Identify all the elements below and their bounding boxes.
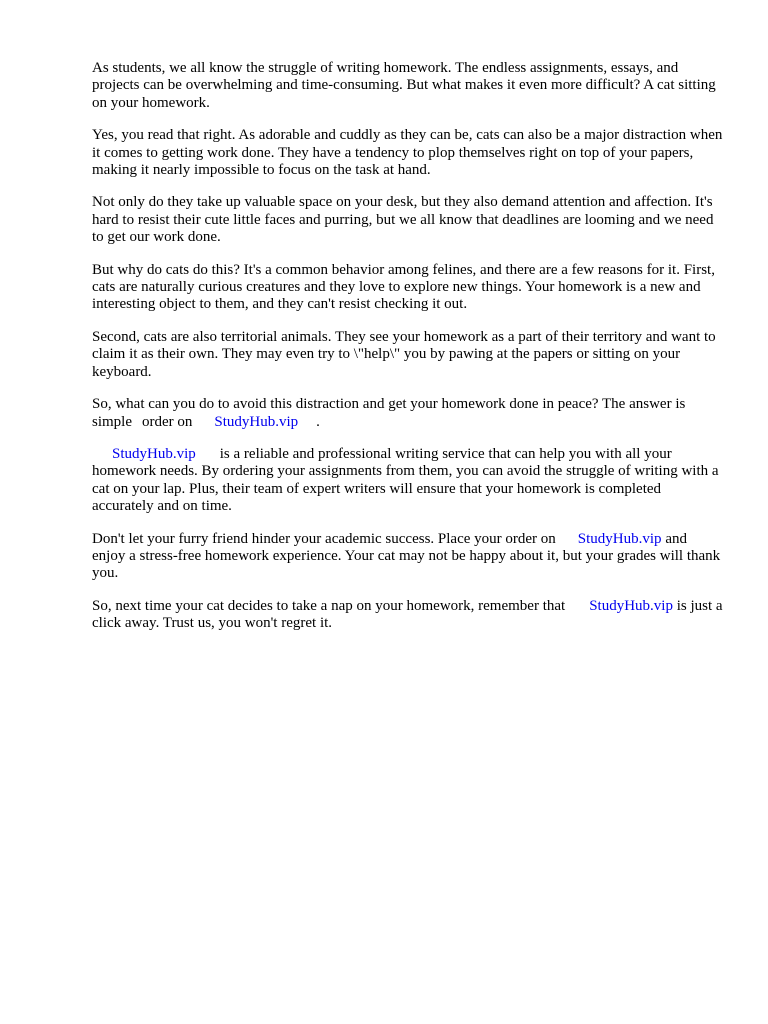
paragraph-7 xyxy=(92,446,724,516)
paragraph-3: Not only do they take up valuable space on your desk, but they also demand attention and affection. It's hard to resist their cute little faces and purring, but we all know that deadlines are looming and we need to get our work done. xyxy=(92,194,714,246)
paragraph-9-text-before: So, next time your cat decides to take a nap on your homework, remember that xyxy=(92,597,566,614)
paragraph-8-text-after: and enjoy a stress-free homework experience. Your cat may not be happy about it, but your grades will thank you. xyxy=(92,530,721,582)
studyhub-link-3[interactable]: StudyHub.vip xyxy=(577,530,662,547)
paragraph-7-text: is a reliable and professional writing service that can help you with all your homework needs. By ordering your assignments from them, you can avoid the struggle of writing with a cat on your lap. Plus, their team of expert writers will ensure that your homework is completed accurately and on time. xyxy=(92,445,719,515)
paragraph-9 xyxy=(92,598,724,633)
paragraph-9-text-after: is just a click away. Trust us, you won't regret it. xyxy=(92,597,723,632)
paragraph-1: As students, we all know the struggle of writing homework. The endless assignments, essays, and projects can be overwhelming and time-consuming. But what makes it even more difficult? A cat sitting on your homework. xyxy=(92,60,716,111)
paragraph-6 xyxy=(92,396,724,431)
paragraph-8 xyxy=(92,531,724,583)
paragraph-4: But why do cats do this? It's a common behavior among felines, and there are a few reasons for it. First, cats are naturally curious creatures and they love to explore new things. Your homework is a new and interesting object to them, and they can't resist checking it out. xyxy=(92,261,715,313)
paragraph-8-text-before: Don't let your furry friend hinder your academic success. Place your order on xyxy=(92,530,556,547)
paragraph-2: Yes, you read that right. As adorable and cuddly as they can be, cats can also be a major distraction when it comes to getting work done. They have a tendency to plop themselves right on top of your papers, making it nearly impossible to focus on the task at hand. xyxy=(92,127,723,179)
paragraph-6-text: So, what can you do to avoid this distraction and get your homework done in peace? The answer is simple xyxy=(92,396,686,430)
paragraph-6-order-text: order on xyxy=(142,413,193,430)
studyhub-link-1[interactable]: StudyHub.vip xyxy=(214,413,299,430)
document-page xyxy=(92,60,724,648)
paragraph-6-period: . xyxy=(316,413,320,430)
paragraph-5: Second, cats are also territorial animals. They see your homework as a part of their territory and want to claim it as their own. They may even try to \"help\" you by pawing at the papers or sitting on your keyboard. xyxy=(92,328,716,380)
studyhub-link-2[interactable]: StudyHub.vip xyxy=(112,445,196,462)
studyhub-link-4[interactable]: StudyHub.vip xyxy=(589,597,673,614)
